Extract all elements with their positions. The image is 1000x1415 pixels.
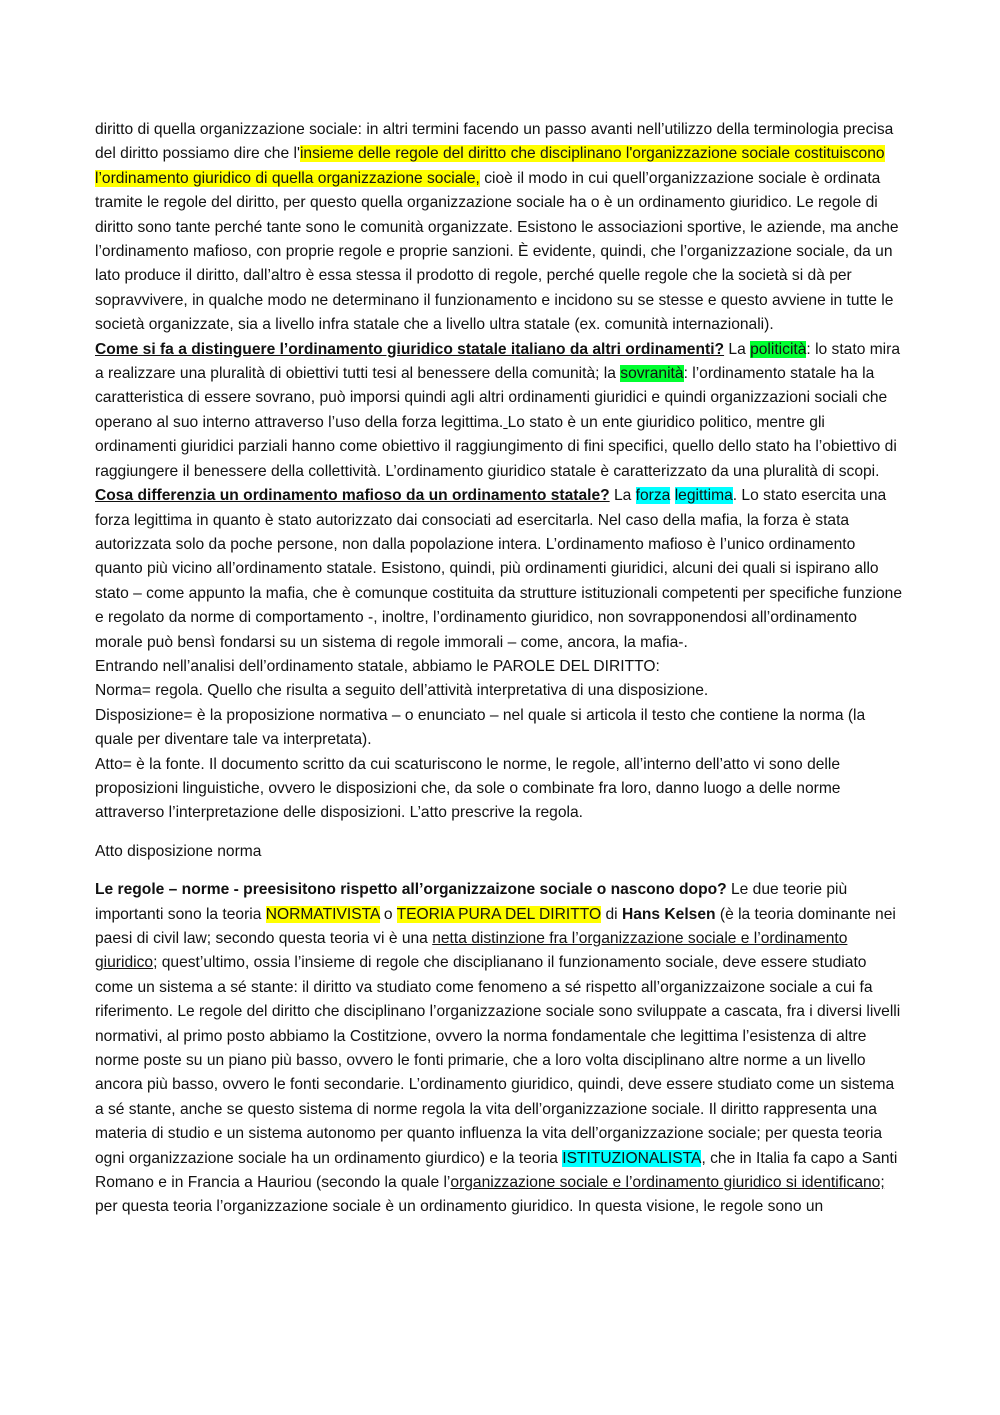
text-run: Lo stato è un ente giuridico politico, mentre gli ordinamenti giuridici parziali hanno come obiettivo il raggiungimento di fini specifici, quello dello stato ha l’obiettivo di raggiungere il benessere della collettività. L’ordinamento giuridico statale è caratterizzato da una pluralità di scopi. (95, 413, 897, 480)
text-run: o (379, 905, 397, 923)
text-run: (è la teoria dominante nei paesi di civil law; secondo questa teoria vi è una (95, 905, 896, 947)
text-run: diritto di quella organizzazione sociale: in altri termini facendo un passo avanti nell’utilizzo della terminologia precisa del diritto possiamo dire che l' (95, 121, 894, 163)
text-run: : lo stato mira a realizzare una pluralità di obiettivi tutti tesi al benessere della comunità; la (95, 340, 901, 383)
paragraph-organizzazione-sociale (95, 118, 907, 338)
highlight-politicita: politicità (750, 340, 807, 358)
paragraph-parole-del-diritto: Entrando nell’analisi dell’ordinamento statale, abbiamo le PAROLE DEL DIRITTO: (95, 657, 660, 675)
line-atto-disposizione-norma: Atto disposizione norma (95, 842, 262, 860)
paragraph-ordinamento-statale (95, 338, 907, 484)
definition-norma: Norma= regola. Quello che risulta a seguito dell’attività interpretativa di una disposizione. (95, 682, 709, 700)
question-heading: Le regole – norme - preesisitono rispetto all’organizzaizone sociale o nascono dopo? (95, 881, 727, 899)
paragraph-ordinamento-mafioso (95, 484, 907, 655)
paragraph-gap (95, 826, 907, 840)
text-run: , che in Italia fa capo a Santi Romano e in Francia a Hauriou (secondo la quale l’ (95, 1149, 898, 1192)
highlight-normativista: NORMATIVISTA (265, 905, 380, 923)
paragraph-gap (95, 864, 907, 878)
definition-atto: Atto= è la fonte. Il documento scritto da cui scaturiscono le norme, le regole, all’interno dell’atto vi sono delle proposizioni linguistiche, ovvero le disposizioni che, da sole o combinate fra loro, danno luogo a delle norme attraverso l’interpretazione delle disposizioni. L’atto prescrive la regola. (95, 755, 841, 822)
highlight-istituzionalista: ISTITUZIONALISTA (562, 1149, 702, 1167)
question-heading: Cosa differenzia un ordinamento mafioso da un ordinamento statale? (95, 487, 610, 505)
text-run: La (724, 340, 751, 358)
highlight-forza: forza (635, 487, 671, 505)
text-run: di (601, 905, 622, 923)
underlined-phrase: netta distinzione fra l’organizzazione sociale e l’ordinamento giuridico (95, 930, 848, 972)
highlight-definition: insieme delle regole del diritto che disciplinano l'organizzazione sociale costituiscono l’ordinamento giuridico di quella organizzazione sociale, (95, 145, 885, 187)
question-heading: Come si fa a distinguere l’ordinamento giuridico statale italiano da altri ordinamenti? (95, 340, 725, 358)
highlight-sovranita: sovranità (620, 365, 684, 383)
text-run: : l’ordinamento statale ha la caratteristica di essere sovrano, può imporsi quindi agli altri ordinamenti giuridici e quindi organizzazioni sociali che operano al suo interno attraverso l’uso della forza legittima. (95, 365, 888, 431)
paragraph-teorie (95, 878, 907, 1220)
highlight-legittima: legittima (674, 487, 733, 505)
text-run: per questa teoria l’organizzazione sociale è un ordinamento giuridico. In questa visione, le regole sono un (95, 1198, 824, 1216)
underlined-phrase: organizzazione sociale e l’ordinamento giuridico si identificano; (450, 1174, 885, 1192)
document-page (95, 118, 907, 1220)
text-run: Le due teorie più importanti sono la teoria (95, 881, 848, 923)
text-run: ; quest’ultimo, ossia l’insieme di regole che disciplianano il funzionamento sociale, deve essere studiato come un sistema a sé stante: il diritto va studiato come fenomeno a sé rispetto all’organizzaizone sociale a cui fa riferimento. Le regole del diritto che disciplinano l’organizzazione sociale sono sviluppate a cascata, fra i diversi livelli normativi, al primo posto abbiamo la Costitzione, ovvero la norma fondamentale che legittima l’esistenza di altre norme poste su un piano più basso, ovvero le fonti primarie, che a loro volta disciplinano altre norme a un livello ancora più basso, ovvero le fonti secondarie. L’ordinamento giuridico, quindi, deve essere studiato come un sistema a sé stante, anche se questo sistema di norme regola la vita dell’organizzazione sociale. Il diritto rappresenta una materia di studio e un sistema autonomo per quanto influenza la vita dell’organizzazione sociale; per questa teoria ogni organizzazione sociale ha un ordinamento giurdico) e la teoria (95, 954, 901, 1167)
text-run: . Lo stato esercita una forza legittima in quanto è stato autorizzato dai consociati ad esercitarla. Nel caso della mafia, la forza è stata autorizzata solo da poche persone, non dalla popolazione intera. L’ordinamento mafioso è l’unico ordinamento quanto più vicino all’ordinamento statale. Esistono, quindi, più ordinamenti giuridici, alcuni dei quali si ispirano allo stato – come appunto la mafia, che è comunque costituita da strutture istituzionali competenti per specifiche funzione e regolato da norme di comportamento -, inoltre, l’ordinamento giuridico, non sovrapponendosi all’ordinamento morale può bensì fondarsi su un sistema di regole immorali – come, ancora, la mafia-. (95, 487, 902, 651)
text-run: cioè il modo in cui quell’organizzazione sociale è ordinata tramite le regole del diritto, per questo quella organizzazione sociale ha o è un ordinamento giuridico. Le regole di diritto sono tante perché tante sono le comunità organizzate. Esistono le associazioni sportive, le aziende, ma anche l’ordinamento mafioso, con proprie regole e proprie sanzioni. È evidente, quindi, che l’organizzazione sociale, da un lato produce il diritto, dall’altro è essa stessa il prodotto di regole, perché quelle regole che la società si dà per sopravvivere, in qualche modo ne determinano il funzionamento e incidono su se stesse e questo avviene in tutte le società organizzate, sia a livello infra statale che a livello ultra statale (ex. comunità internazionali). (95, 169, 899, 334)
author-name: Hans Kelsen (621, 905, 716, 923)
text-run: La (609, 487, 636, 505)
definition-disposizione: Disposizione= è la proposizione normativa – o enunciato – nel quale si articola il testo che contiene la norma (la quale per diventare tale va interpretata). (95, 706, 866, 749)
highlight-teoria-pura: TEORIA PURA DEL DIRITTO (396, 905, 602, 923)
